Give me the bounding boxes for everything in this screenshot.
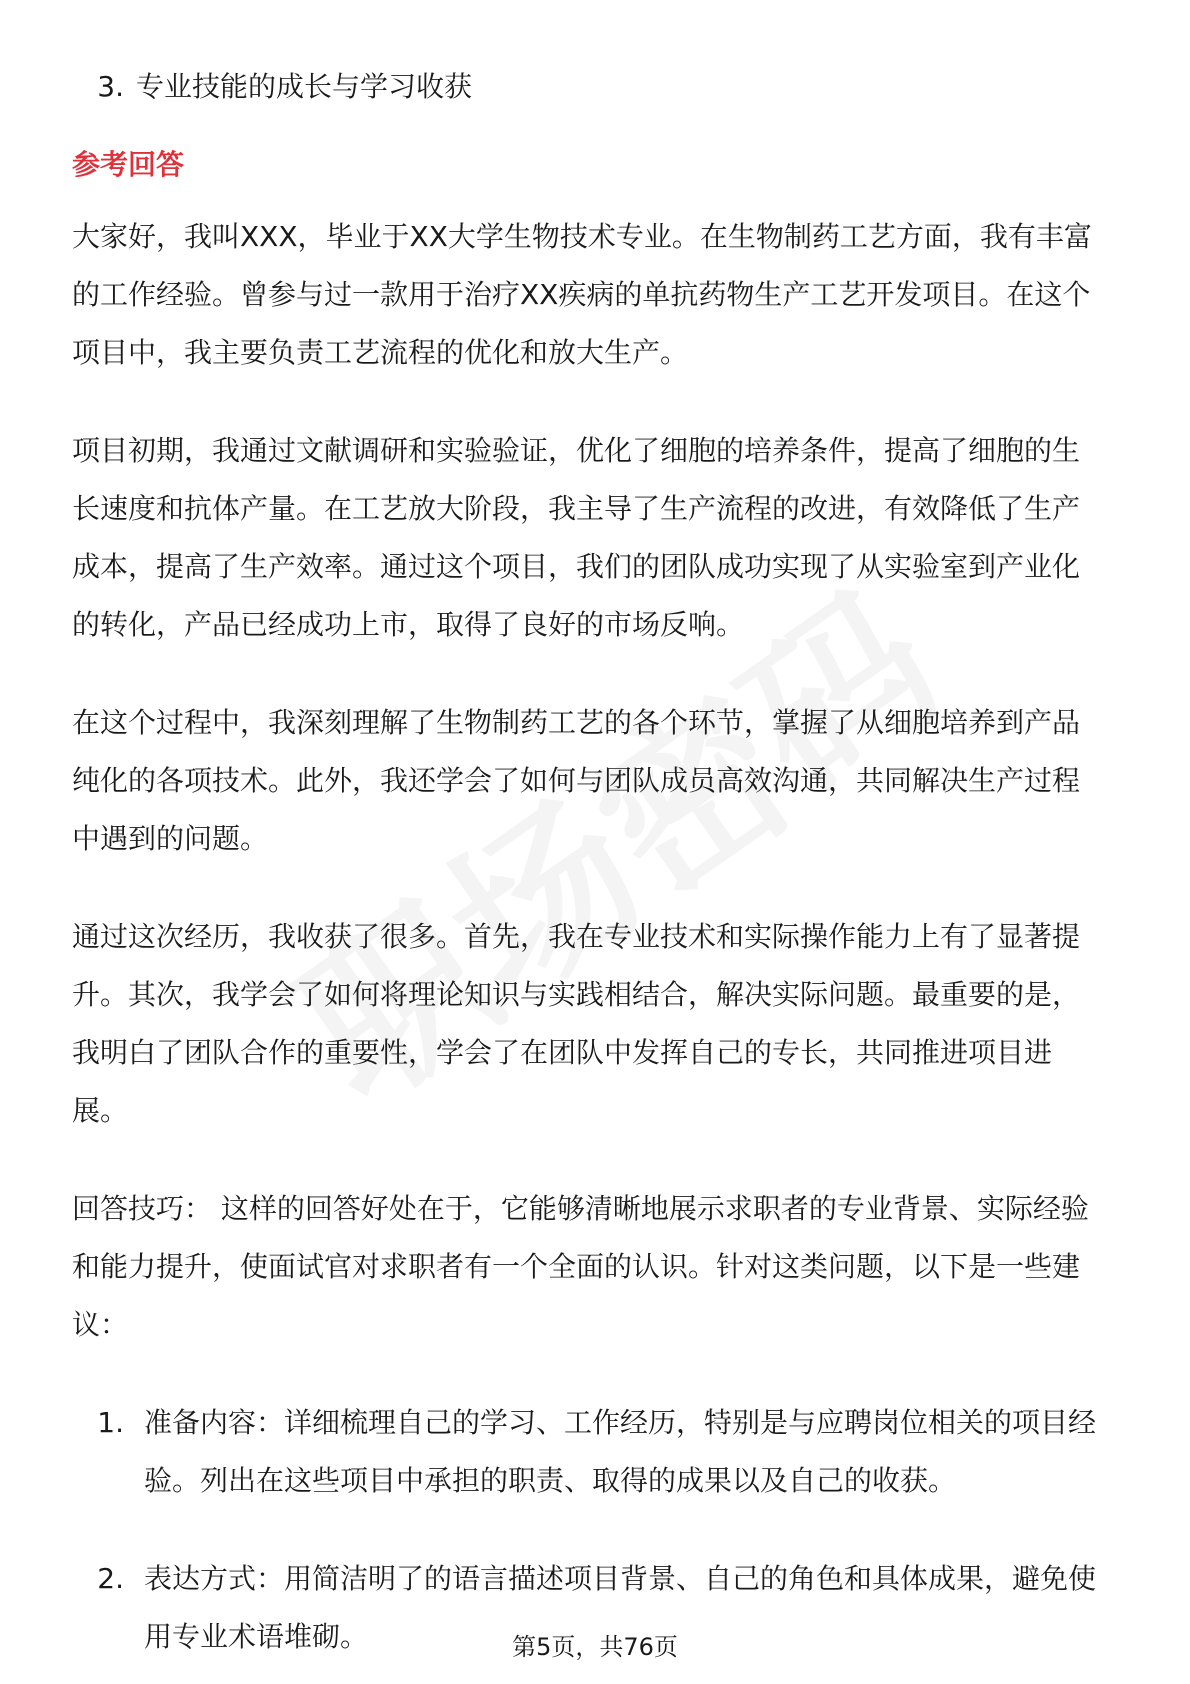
paragraph-line: 我明白了团队合作的重要性，学会了在团队中发挥自己的专长，共同推进项目进 xyxy=(72,1036,1053,1069)
paragraph-line: 和能力提升，使面试官对求职者有一个全面的认识。针对这类问题，以下是一些建 xyxy=(72,1250,1081,1283)
paragraph-line: 的转化，产品已经成功上市，取得了良好的市场反响。 xyxy=(72,608,745,641)
paragraph-project xyxy=(72,422,1122,654)
tip-item xyxy=(72,1394,1122,1510)
tip-line: 用专业术语堆砌。 xyxy=(144,1620,369,1653)
paragraph-line: 回答技巧： 这样的回答好处在于，它能够清晰地展示求职者的专业背景、实际经验 xyxy=(72,1192,1089,1225)
paragraph-intro xyxy=(72,208,1122,382)
page-content xyxy=(72,58,1122,1666)
tip-line: 表达方式：用简洁明了的语言描述项目背景、自己的角色和具体成果，避免使 xyxy=(144,1562,1097,1595)
paragraph-tips-intro xyxy=(72,1180,1122,1354)
paragraph-line: 项目初期，我通过文献调研和实验验证，优化了细胞的培养条件，提高了细胞的生 xyxy=(72,434,1081,467)
paragraph-line: 中遇到的问题。 xyxy=(72,822,269,855)
paragraph-line: 纯化的各项技术。此外，我还学会了如何与团队成员高效沟通，共同解决生产过程 xyxy=(72,764,1081,797)
paragraph-line: 展。 xyxy=(72,1094,129,1127)
page-footer: 第5页，共76页 xyxy=(512,1633,678,1661)
section-number: 3. xyxy=(97,70,124,103)
paragraph-process xyxy=(72,694,1122,868)
paragraph-line: 项目中，我主要负责工艺流程的优化和放大生产。 xyxy=(72,336,689,369)
paragraph-line: 升。其次，我学会了如何将理论知识与实践相结合，解决实际问题。最重要的是， xyxy=(72,978,1081,1011)
reference-answer-label: 参考回答 xyxy=(72,148,185,181)
tip-line: 准备内容：详细梳理自己的学习、工作经历，特别是与应聘岗位相关的项目经 xyxy=(144,1406,1097,1439)
tip-line: 验。列出在这些项目中承担的职责、取得的成果以及自己的收获。 xyxy=(144,1464,957,1497)
paragraph-line: 在这个过程中，我深刻理解了生物制药工艺的各个环节，掌握了从细胞培养到产品 xyxy=(72,706,1081,739)
paragraph-line: 议： xyxy=(72,1308,129,1341)
paragraph-line: 长速度和抗体产量。在工艺放大阶段，我主导了生产流程的改进，有效降低了生产 xyxy=(72,492,1081,525)
paragraph-line: 成本，提高了生产效率。通过这个项目，我们的团队成功实现了从实验室到产业化 xyxy=(72,550,1081,583)
paragraph-line: 通过这次经历，我收获了很多。首先，我在专业技术和实际操作能力上有了显著提 xyxy=(72,920,1081,953)
section-title: 专业技能的成长与学习收获 xyxy=(136,70,473,103)
tip-number: 2. xyxy=(97,1562,124,1595)
tip-number: 1. xyxy=(97,1406,124,1439)
section-heading xyxy=(72,58,1122,116)
paragraph-line: 大家好，我叫XXX，毕业于XX大学生物技术专业。在生物制药工艺方面，我有丰富 xyxy=(72,220,1092,253)
paragraph-gains xyxy=(72,908,1122,1140)
paragraph-line: 的工作经验。曾参与过一款用于治疗XX疾病的单抗药物生产工艺开发项目。在这个 xyxy=(72,278,1091,311)
